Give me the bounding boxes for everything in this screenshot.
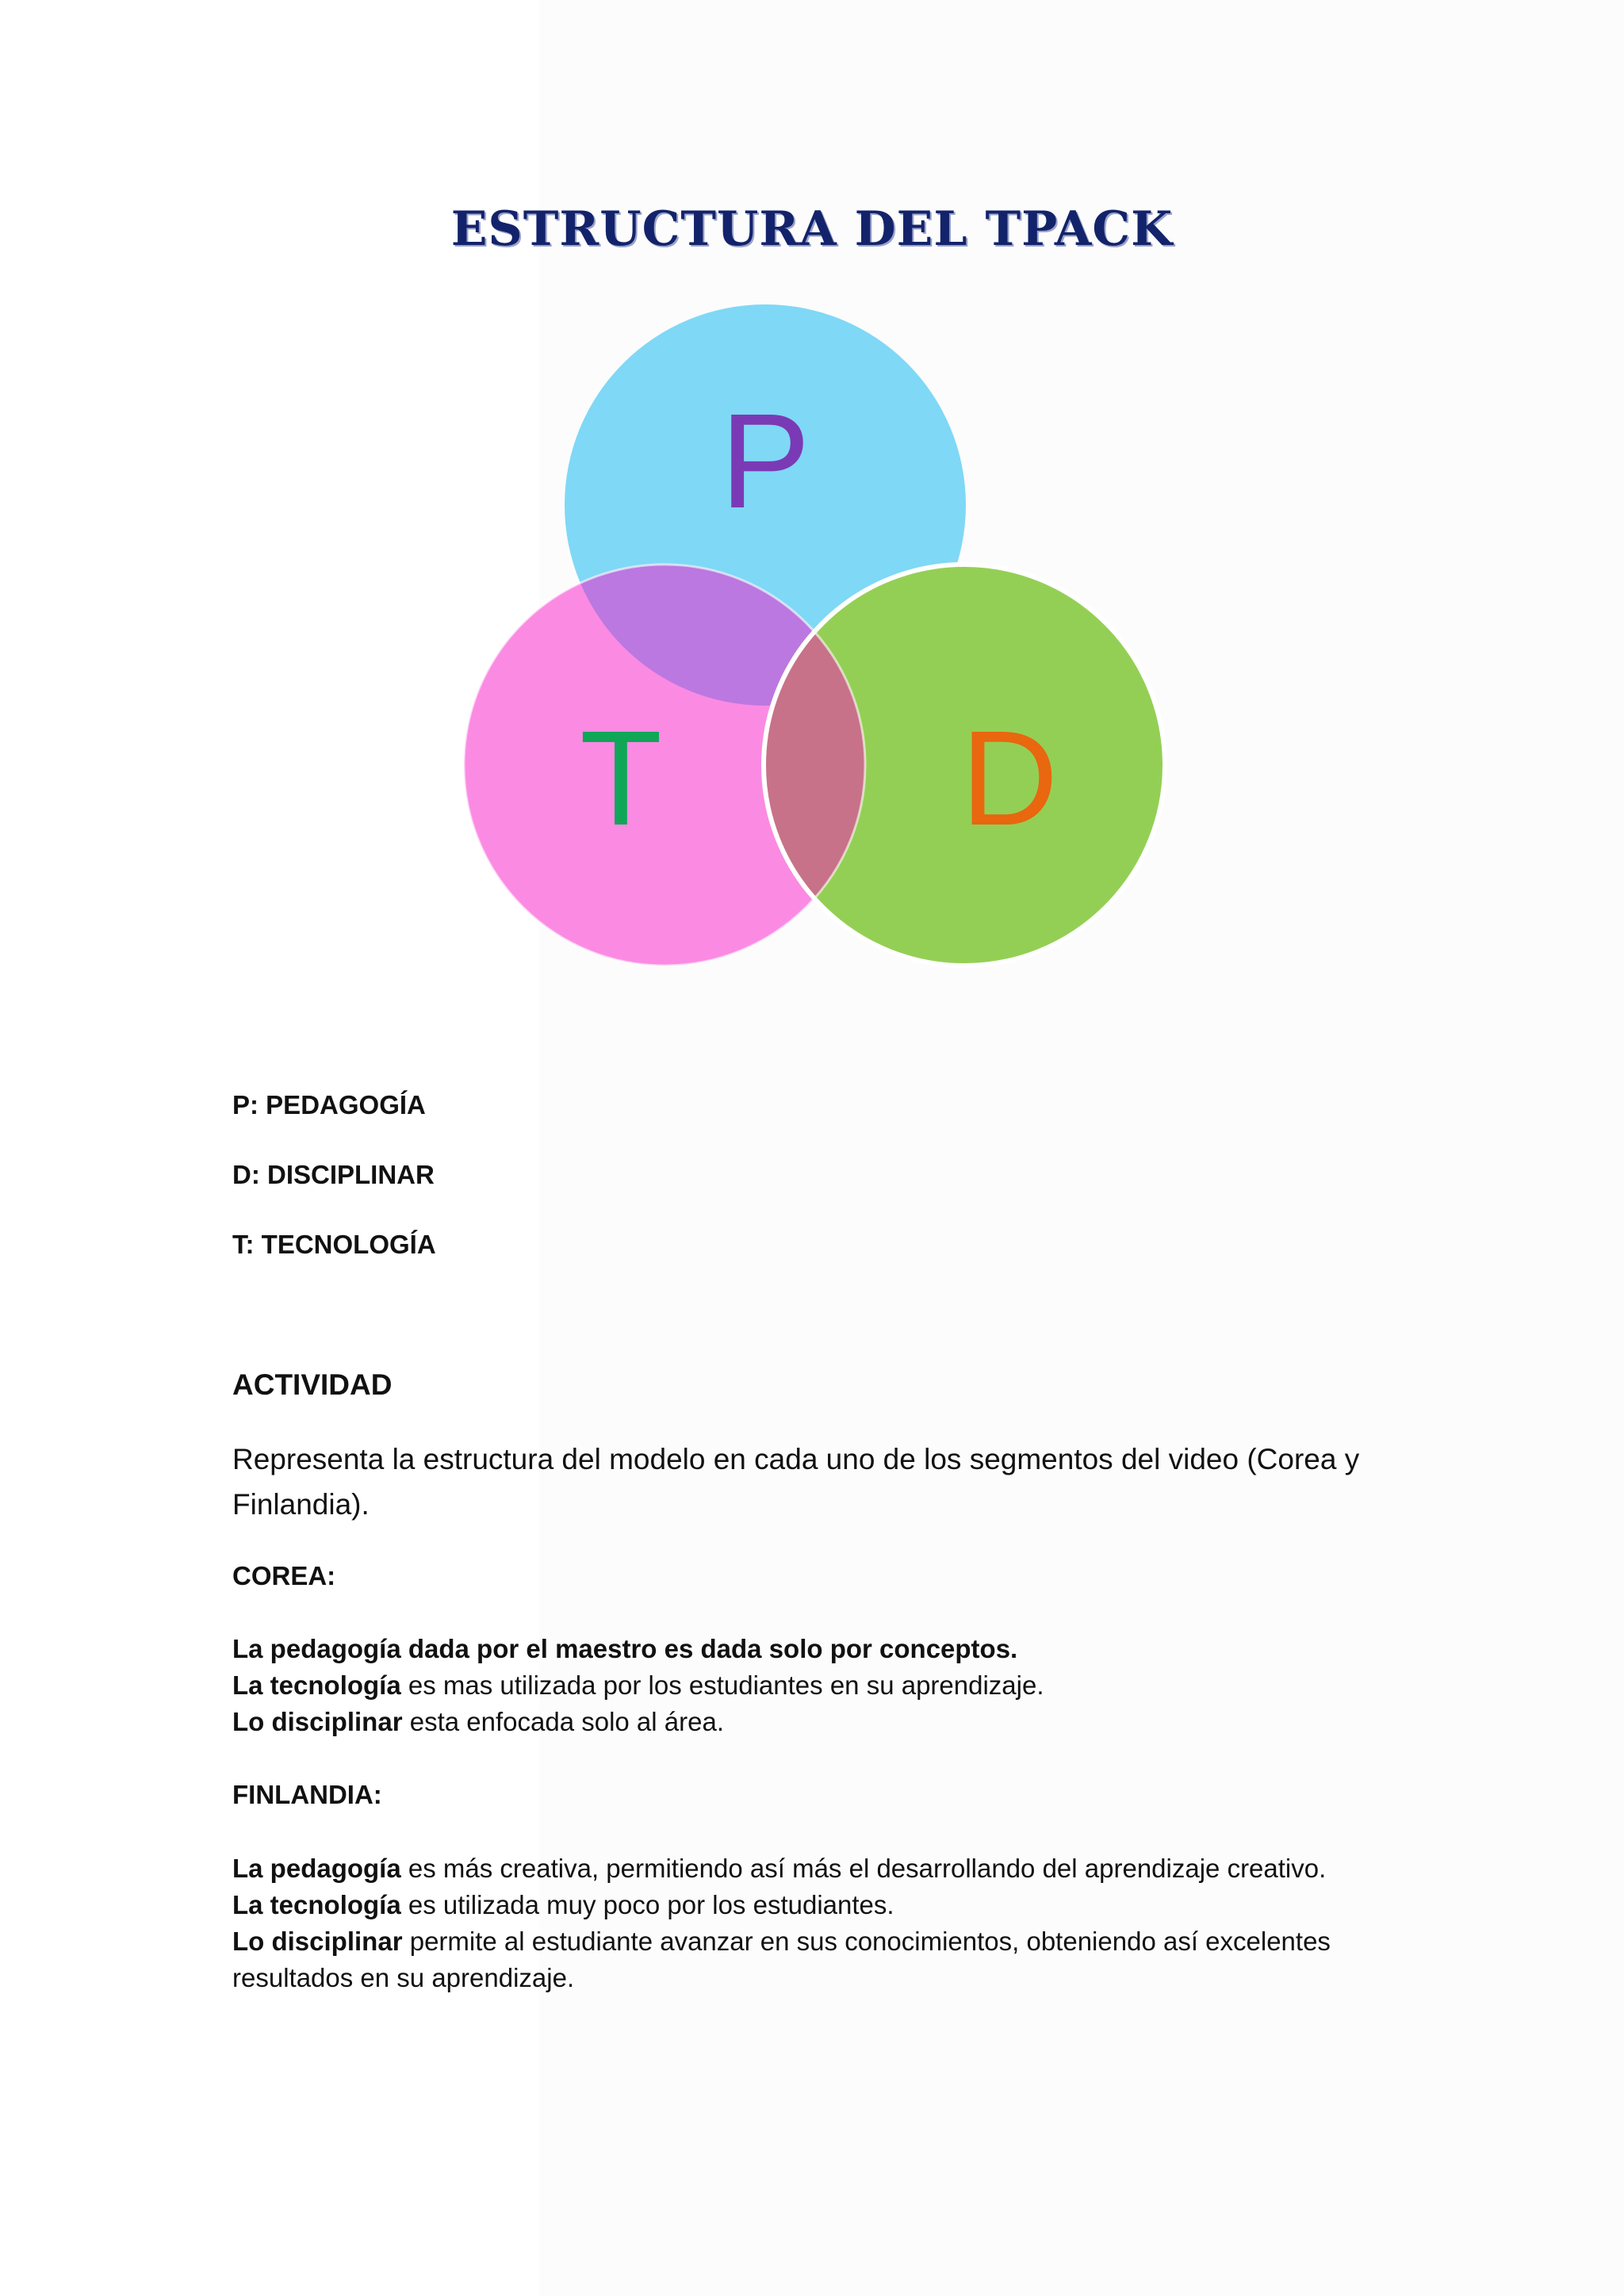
finlandia-pedagogia-line: La pedagogía es más creativa, permitiendo así más el desarrollando del aprendizaje creativo.: [232, 1854, 1327, 1883]
finlandia-disciplinar-line-cont: resultados en su aprendizaje.: [232, 1963, 575, 1992]
corea-heading: COREA:: [232, 1561, 336, 1590]
page-title: ESTRUCTURA DEL TPACK: [450, 201, 1174, 257]
finlandia-tecnologia-line: La tecnología es utilizada muy poco por los estudiantes.: [232, 1890, 894, 1919]
corea-tecnologia-line: La tecnología es mas utilizada por los estudiantes en su aprendizaje.: [232, 1670, 1044, 1700]
label-t: T: [580, 703, 662, 854]
label-p: P: [720, 386, 810, 537]
finlandia-disciplinar-line: Lo disciplinar permite al estudiante avanzar en sus conocimientos, obteniendo así excelentes: [232, 1927, 1331, 1956]
corea-pedagogia-line: La pedagogía dada por el maestro es dada solo por conceptos.: [232, 1634, 1018, 1663]
legend-disciplinar: D: DISCIPLINAR: [232, 1160, 435, 1189]
legend-pedagogia: P: PEDAGOGÍA: [232, 1090, 426, 1119]
label-d: D: [960, 703, 1059, 854]
finlandia-heading: FINLANDIA:: [232, 1780, 382, 1809]
activity-instruction: Representa la estructura del modelo en cada uno de los segmentos del video (Corea y Finlandia).: [232, 1443, 1360, 1521]
legend-tecnologia: T: TECNOLOGÍA: [232, 1230, 436, 1259]
activity-heading: ACTIVIDAD: [232, 1368, 393, 1401]
tpack-venn-diagram: [444, 293, 1197, 991]
corea-disciplinar-line: Lo disciplinar esta enfocada solo al área.: [232, 1707, 724, 1736]
